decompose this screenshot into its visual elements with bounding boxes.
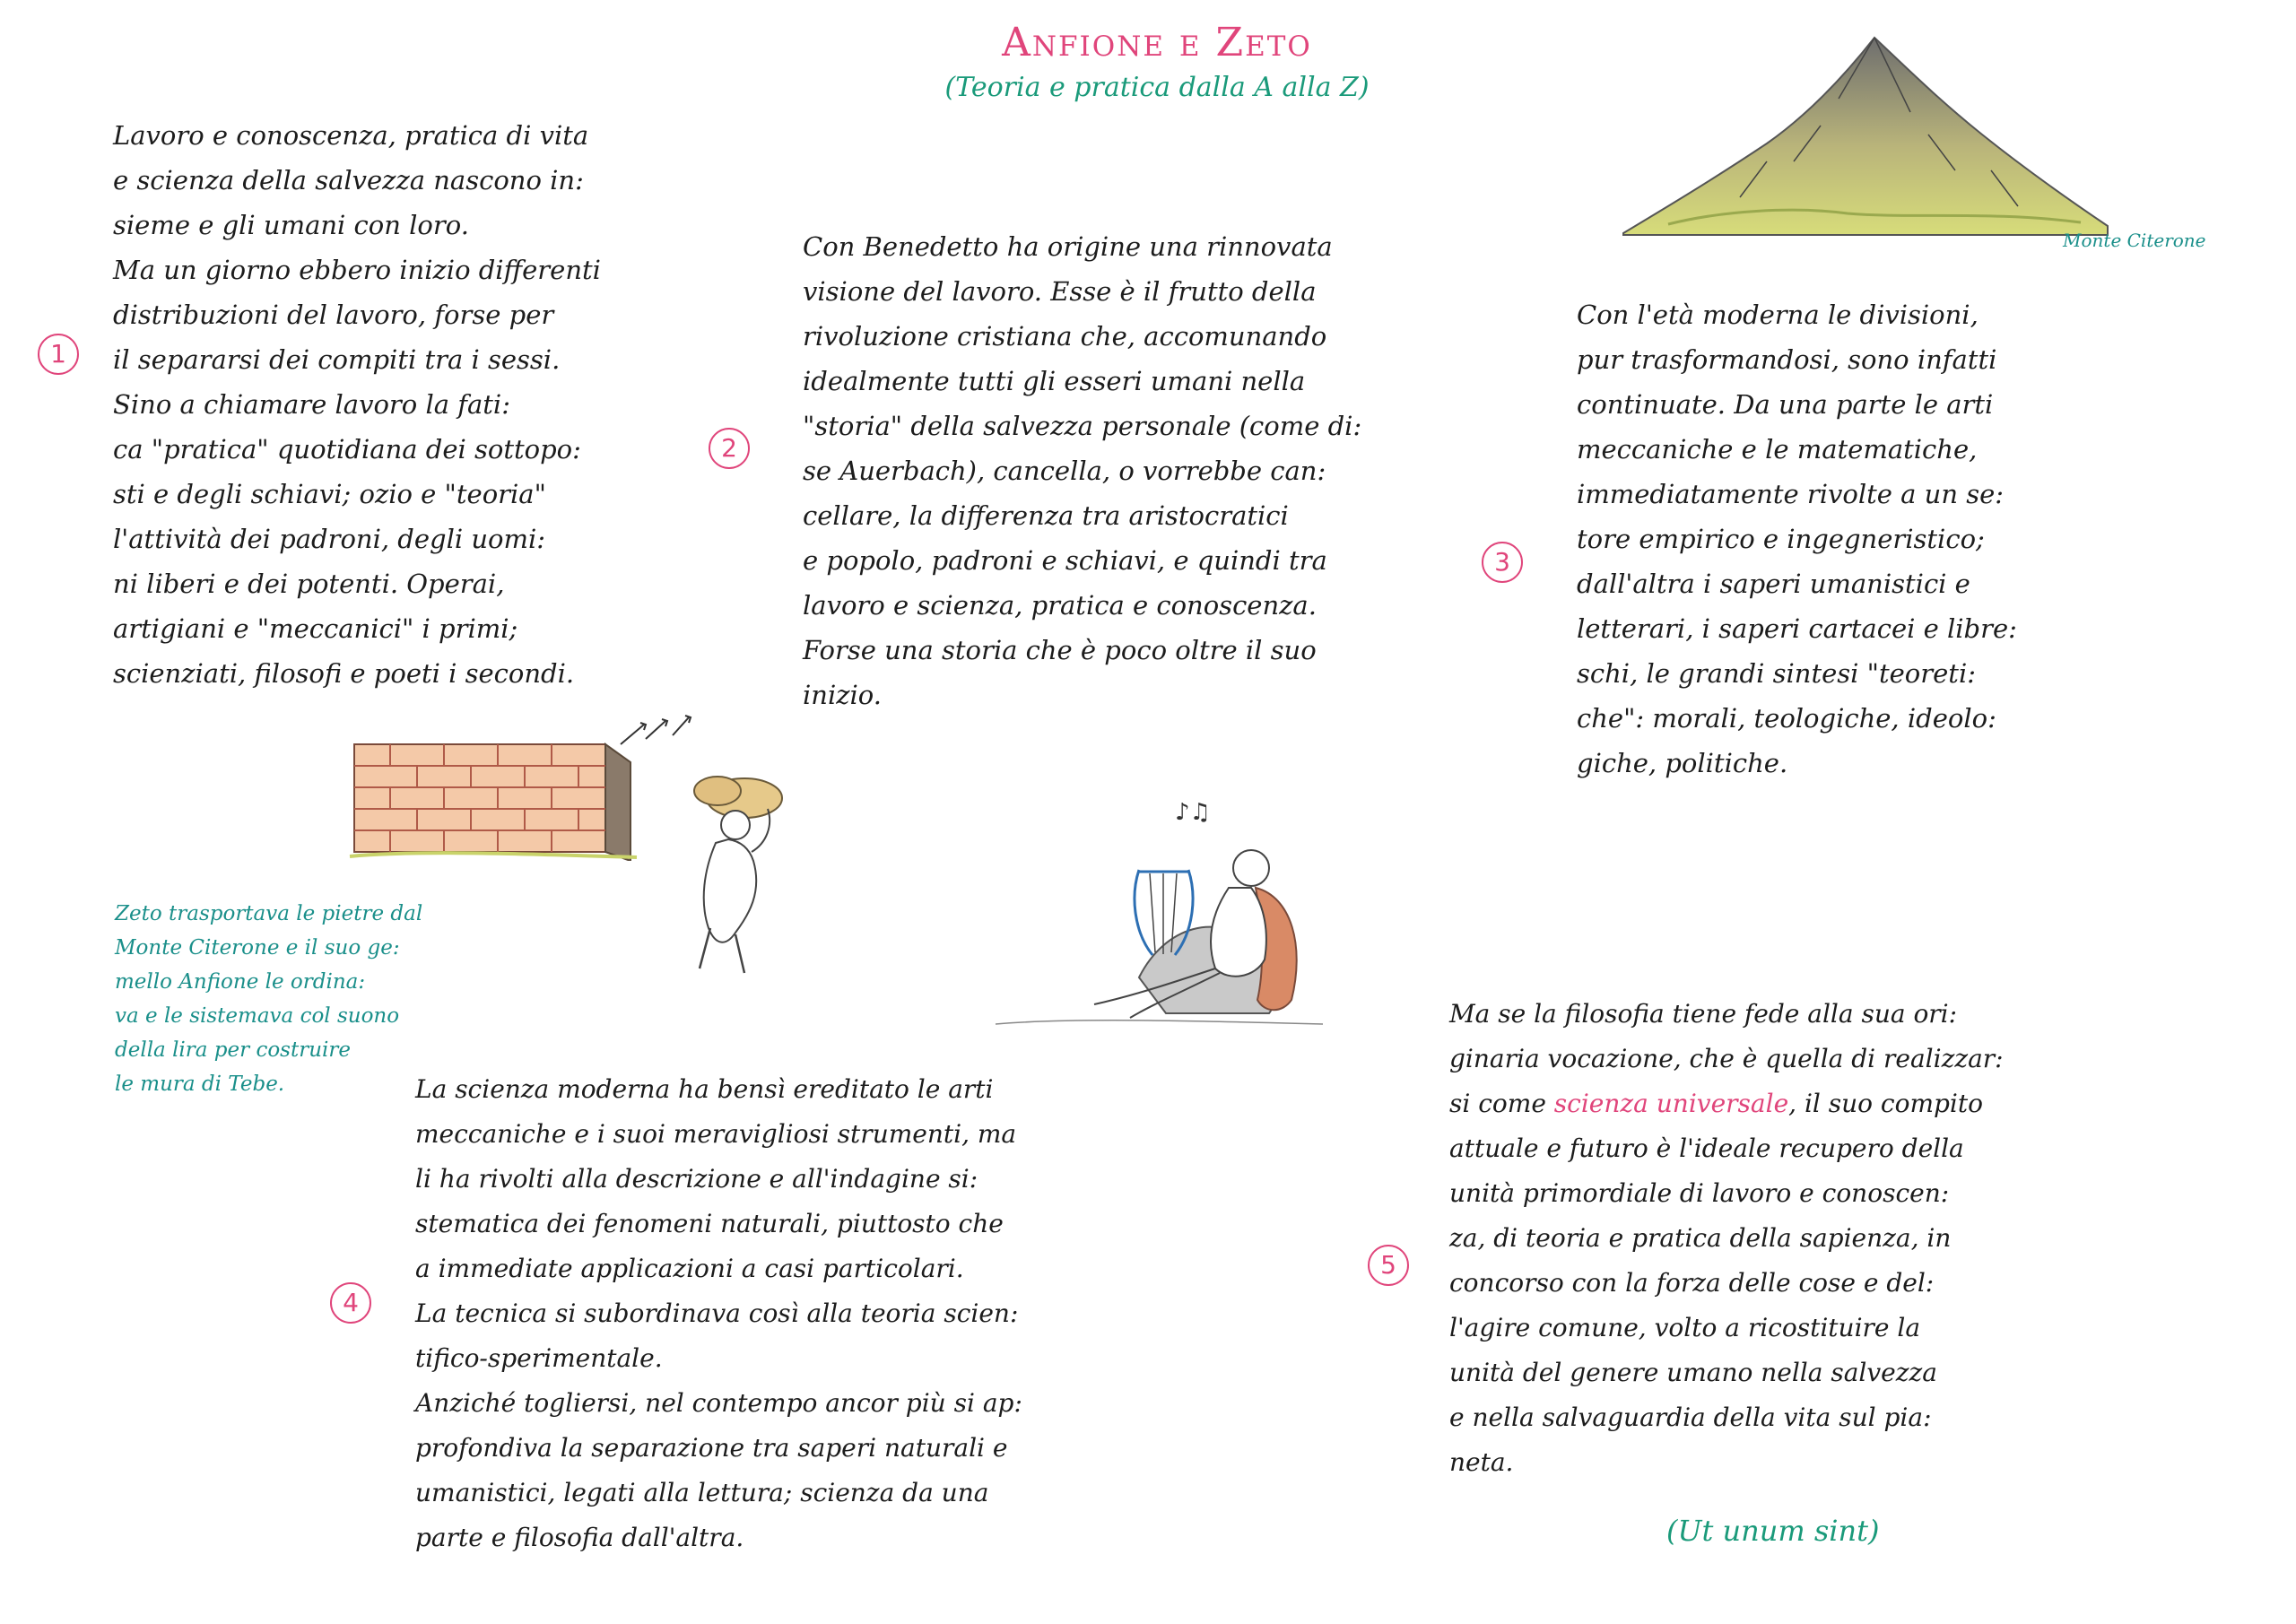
- mountain-sketch: [1614, 27, 2117, 242]
- anfione-with-lyre-sketch: [960, 789, 1336, 1031]
- brick-wall-sketch: [345, 735, 641, 861]
- section-5-text-after: , il suo compito attuale e futuro è l'ideale recupero della unità primordiale di lavoro e conoscen: za, di teoria e pratica della sapienza, in concorso con la forza delle cose e del: l'agire comune, volto a ricostituire la unità del genere umano nella salvezza e nella salvaguardia della vita sul pia: neta.: [1449, 1089, 1983, 1477]
- zeto-carrying-stones-sketch: [610, 708, 825, 986]
- page-subtitle: (Teoria e pratica dalla A alla Z): [944, 72, 1370, 103]
- universal-science-highlight: scienza universale: [1553, 1089, 1789, 1118]
- section-5-text-before: Ma se la filosofia tiene fede alla sua ori: ginaria vocazione, che è quella di realizzar: si come: [1449, 999, 2004, 1118]
- page-title: Anfione e Zeto: [1002, 20, 1312, 65]
- section-2-text: Con Benedetto ha origine una rinnovata visione del lavoro. Esse è il frutto della rivoluzione cristiana che, accomunando idealmente tutti gli esseri umani nella "storia" della salvezza personale (come di: se Auerbach), cancella, o vorrebbe can: cellare, la differenza tra aristocratici e popolo, padroni e schiavi, e quindi tra lavoro e scienza, pratica e conoscenza. Forse una storia che è poco oltre il suo inizio.: [803, 231, 1362, 710]
- zeto-caption: Zeto trasportava le pietre dal Monte Citerone e il suo ge: mello Anfione le ordina: va e le sistemava col suono della lira per costruire le mura di Tebe.: [115, 902, 423, 1096]
- section-4-text: La scienza moderna ha bensì ereditato le arti meccaniche e i suoi meravigliosi strumenti, ma li ha rivolti alla descrizione e all'indagine si: stematica dei fenomeni naturali, piuttosto che a immediate applicazioni a casi particolari. La tecnica si subordinava così alla teoria scien: tifico-sperimentale. Anziché togliersi, nel contempo ancor più si ap: profondiva la separazione tra saperi naturali e umanistici, legati alla lettura; scienza da una parte e filosofia dall'altra.: [415, 1074, 1022, 1552]
- mountain-label: Monte Citerone: [2063, 230, 2206, 251]
- section-3-text: Con l'età moderna le divisioni, pur trasformandosi, sono infatti continuate. Da una parte le arti meccaniche e le matematiche, immediatamente rivolte a un se: tore empirico e ingegneristico; dall'altra i saperi umanistici e letterari, i saperi cartacei e libre: schi, le grandi sintesi "teoreti: che": morali, teologiche, ideolo: giche, politiche.: [1577, 300, 2017, 778]
- svg-text:♪♫: ♪♫: [1175, 799, 1211, 826]
- section-5-text: [1449, 992, 2149, 1485]
- section-number-3: 3: [1482, 542, 1523, 583]
- section-number-2: 2: [709, 428, 750, 469]
- section-number-5: 5: [1368, 1245, 1409, 1286]
- section-1-text: Lavoro e conoscenza, pratica di vita e scienza della salvezza nascono in: sieme e gli umani con loro. Ma un giorno ebbero inizio differenti distribuzioni del lavoro, forse per il separarsi dei compiti tra i sessi. Sino a chiamare lavoro la fati: ca "pratica" quotidiana dei sottopo: sti e degli schiavi; ozio e "teoria" l'attività dei padroni, degli uomi: ni liberi e dei potenti. Operai, artigiani e "meccanici" i primi; scienziati, filosofi e poeti i secondi.: [113, 120, 601, 689]
- motto: (Ut unum sint): [1666, 1514, 1880, 1548]
- section-number-4: 4: [330, 1282, 371, 1324]
- section-number-1: 1: [38, 334, 79, 375]
